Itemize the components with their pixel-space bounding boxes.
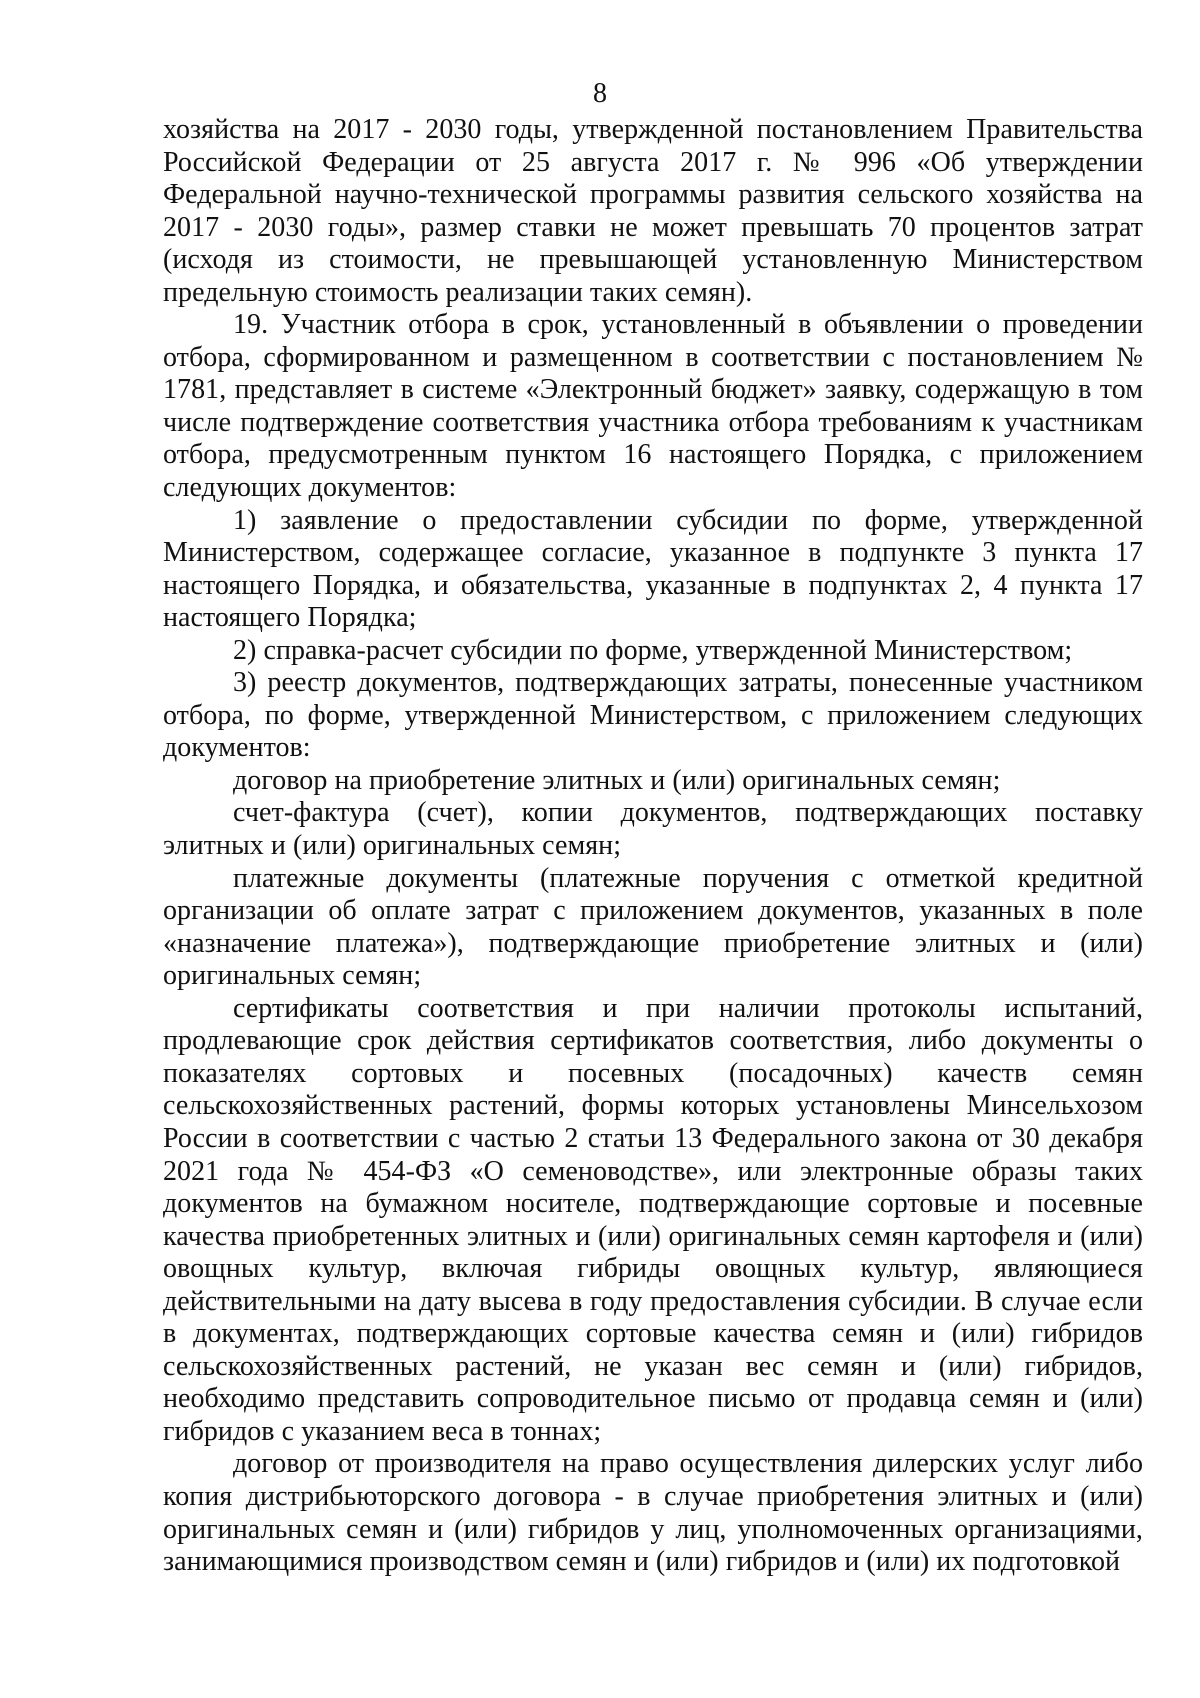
paragraph-contract: договор на приобретение элитных и (или) оригинальных семян; [233,764,1001,796]
body-text [163,114,1143,1579]
paragraph-payment-documents: платежные документы (платежные поручения с отметкой кредитной организации об оплате затрат с приложением документов, указанных в поле «назначение платежа»), подтверждающие приобретение элитных и (или) оригинальных семян; [163,862,1143,992]
paragraph-subitem-2: 2) справка-расчет субсидии по форме, утвержденной Министерством; [233,634,1073,666]
paragraph-dealer-contract: договор от производителя на право осуществления дилерских услуг либо копия дистрибьюторского договора - в случае приобретения элитных и (или) оригинальных семян и (или) гибридов у лиц, уполномоченных организациями, занимающимися производством семян и (или) гибридов и (или) их подготовкой [163,1448,1143,1578]
paragraph-certificates: сертификаты соответствия и при наличии протоколы испытаний, продлевающие срок действия сертификатов соответствия, либо документы о показателях сортовых и посевных (посадочных) качеств семян сельскохозяйственных растений, формы которых установлены Минсельхозом России в соответствии с частью 2 статьи 13 Федерального закона от 30 декабря 2021 года № 454-ФЗ «О семеноводстве», или электронные образы таких документов на бумажном носителе, подтверждающие сортовые и посевные качества приобретенных элитных и (или) оригинальных семян картофеля и (или) овощных культур, включая гибриды овощных культур, являющиеся действительными на дату высева в году предоставления субсидии. В случае если в документах, подтверждающих сортовые качества семян и (или) гибридов сельскохозяйственных растений, не указан вес семян и (или) гибридов, необходимо представить сопроводительное письмо от продавца семян и (или) гибридов с указанием веса в тоннах; [163,992,1143,1447]
paragraph-subitem-3: 3) реестр документов, подтверждающих затраты, понесенные участником отбора, по форме, утвержденной Министерством, с приложением следующих документов: [163,667,1143,764]
paragraph-continuation: хозяйства на 2017 - 2030 годы, утвержденной постановлением Правительства Российской Федерации от 25 августа 2017 г. № 996 «Об утверждении Федеральной научно-технической программы развития сельского хозяйства на 2017 - 2030 годы», размер ставки не может превышать 70 процентов затрат (исходя из стоимости, не превышающей установленную Министерством предельную стоимость реализации таких семян). [163,114,1143,308]
page-number: 8 [593,78,607,109]
paragraph-subitem-1: 1) заявление о предоставлении субсидии по форме, утвержденной Министерством, содержащее согласие, указанное в подпункте 3 пункта 17 настоящего Порядка, и обязательства, указанные в подпунктах 2, 4 пункта 17 настоящего Порядка; [163,504,1143,634]
paragraph-invoice: счет-фактура (счет), копии документов, подтверждающих поставку элитных и (или) оригинальных семян; [163,797,1143,862]
paragraph-item-19: 19. Участник отбора в срок, установленный в объявлении о проведении отбора, сформированном и размещенном в соответствии с постановлением № 1781, представляет в системе «Электронный бюджет» заявку, содержащую в том числе подтверждение соответствия участника отбора требованиям к участникам отбора, предусмотренным пунктом 16 настоящего Порядка, с приложением следующих документов: [163,309,1143,504]
